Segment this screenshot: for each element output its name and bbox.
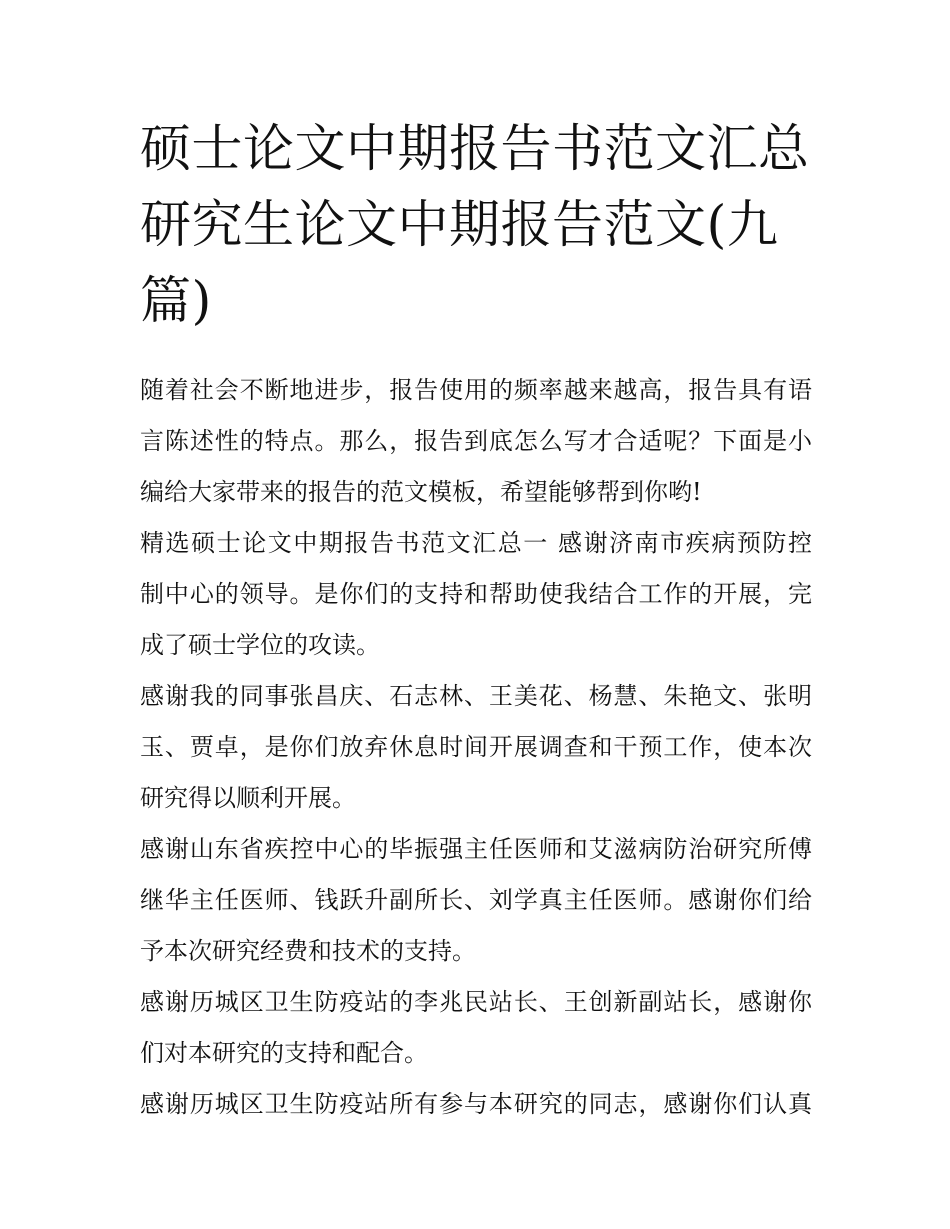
text-line: 们对本研究的支持和配合。 bbox=[140, 1039, 428, 1067]
document-title bbox=[140, 112, 812, 340]
text-line: 予本次研究经费和技术的支持。 bbox=[140, 937, 476, 965]
text-line: 制中心的领导。是你们的支持和帮助使我结合工作的开展，完 bbox=[140, 580, 812, 608]
document-body bbox=[140, 365, 812, 1130]
intro-paragraph bbox=[140, 365, 812, 518]
acknowledgement-paragraph bbox=[140, 824, 812, 977]
acknowledgement-paragraph bbox=[140, 1079, 812, 1130]
text-line: 言陈述性的特点。那么，报告到底怎么写才合适呢？下面是小 bbox=[140, 427, 812, 455]
title-line: 研究生论文中期报告范文(九 bbox=[140, 196, 779, 255]
text-line: 继华主任医师、钱跃升副所长、刘学真主任医师。感谢你们给 bbox=[140, 886, 812, 914]
text-line: 感谢我的同事张昌庆、石志林、王美花、杨慧、朱艳文、张明 bbox=[140, 682, 812, 710]
text-line: 感谢历城区卫生防疫站所有参与本研究的同志，感谢你们认真 bbox=[140, 1090, 812, 1118]
text-line: 成了硕士学位的攻读。 bbox=[140, 631, 380, 659]
document-content bbox=[140, 112, 812, 1130]
title-line: 硕士论文中期报告书范文汇总 bbox=[140, 120, 810, 179]
text-line: 感谢历城区卫生防疫站的李兆民站长、王创新副站长，感谢你 bbox=[140, 988, 812, 1016]
acknowledgement-paragraph bbox=[140, 671, 812, 824]
text-line: 精选硕士论文中期报告书范文汇总一 感谢济南市疾病预防控 bbox=[140, 529, 812, 557]
text-line: 研究得以顺利开展。 bbox=[140, 784, 356, 812]
title-line: 篇) bbox=[140, 272, 212, 331]
text-line: 玉、贾卓，是你们放弃休息时间开展调查和干预工作，使本次 bbox=[140, 733, 812, 761]
text-line: 随着社会不断地进步，报告使用的频率越来越高，报告具有语 bbox=[140, 376, 812, 404]
text-line: 感谢山东省疾控中心的毕振强主任医师和艾滋病防治研究所傅 bbox=[140, 835, 812, 863]
text-line: 编给大家带来的报告的范文模板，希望能够帮到你哟! bbox=[140, 478, 702, 506]
acknowledgement-paragraph bbox=[140, 977, 812, 1079]
acknowledgement-paragraph bbox=[140, 518, 812, 671]
